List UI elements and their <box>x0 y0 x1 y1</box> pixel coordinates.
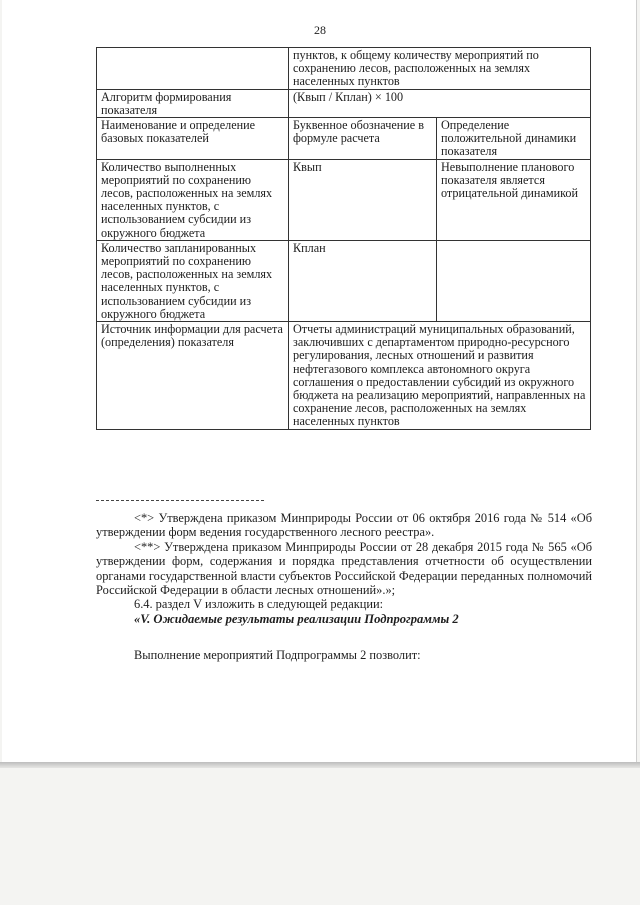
indicator-table <box>96 47 591 430</box>
table-cell: Кплан <box>289 240 437 321</box>
section-heading: «V. Ожидаемые результаты реализации Подпрограммы 2 <box>134 611 459 626</box>
page-number: 28 <box>314 23 326 37</box>
table-cell: Количество запланированных мероприятий по сохранению лесов, расположенных на землях населенных пунктов, с использованием субсидии из окружного бюджета <box>97 240 289 321</box>
table-row <box>97 118 591 160</box>
scan-bottom-edge <box>0 762 640 768</box>
table-cell-value: пунктов, к общему количеству мероприятий по сохранению лесов, расположенных на землях населенных пунктов <box>289 48 591 90</box>
table-cell: Наименование и определение базовых показателей <box>97 118 289 160</box>
table-cell-formula: (Квып / Кплан) × 100 <box>289 89 591 117</box>
table-cell-value: Отчеты администраций муниципальных образований, заключивших с департаментом природно-ресурсного регулирования, лесных отношений и развития нефтегазового комплекса автономного округа соглашения о предоставлении субсидий из окружного бюджета на реализацию мероприятий, направленных на сохранение лесов, расположенных на землях населенных пунктов <box>289 322 591 430</box>
table-row <box>97 159 591 240</box>
table-cell: Невыполнение планового показателя является отрицательной динамикой <box>437 159 591 240</box>
table-cell: Определение положительной динамики показателя <box>437 118 591 160</box>
amendment-instruction: 6.4. раздел V изложить в следующей редакции: <box>134 597 384 612</box>
footnote-2: <**> Утверждена приказом Минприроды России от 28 декабря 2015 года № 565 «Об утверждении форм, содержания и порядка представления отчетности об осуществлении органами государственной власти субъектов Российской Федерации переданных полномочий Российской Федерации в области лесных отношений».»; <box>96 539 592 598</box>
table-row <box>97 89 591 117</box>
table-cell-label <box>97 48 289 90</box>
table-row <box>97 240 591 321</box>
table-cell-label: Алгоритм формирования показателя <box>97 89 289 117</box>
table-row <box>97 322 591 430</box>
footnote-divider <box>96 500 264 501</box>
table-cell <box>437 240 591 321</box>
table-row <box>97 48 591 90</box>
closing-paragraph: Выполнение мероприятий Подпрограммы 2 позволит: <box>134 648 421 663</box>
table-cell: Квып <box>289 159 437 240</box>
footnote-1: <*> Утверждена приказом Минприроды России от 06 октября 2016 года № 514 «Об утверждении форм ведения государственного лесного реестра». <box>96 511 592 540</box>
table-cell: Количество выполненных мероприятий по сохранению лесов, расположенных на землях населенных пунктов, с использованием субсидии из окружного бюджета <box>97 159 289 240</box>
table-cell: Буквенное обозначение в формуле расчета <box>289 118 437 160</box>
footnotes-section <box>96 500 592 663</box>
table-cell-label: Источник информации для расчета (определения) показателя <box>97 322 289 430</box>
